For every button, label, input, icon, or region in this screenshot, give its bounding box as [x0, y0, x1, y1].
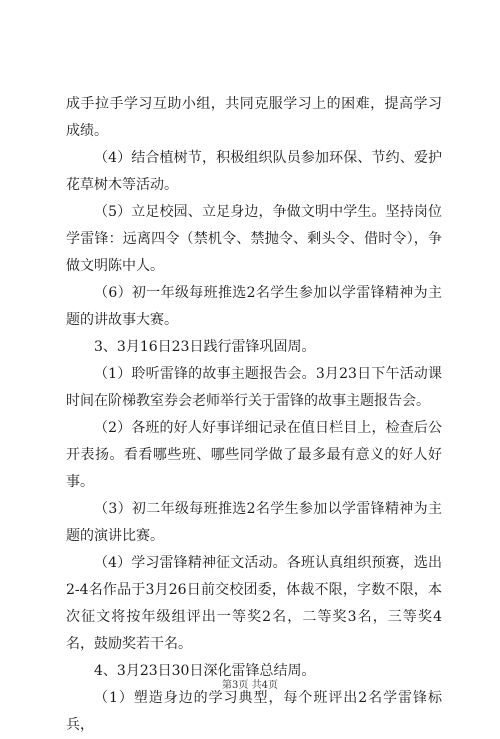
paragraph: （1）塑造身边的学习典型，每个班评出2名学雷锋标兵， [66, 690, 442, 733]
document-body [66, 91, 442, 739]
paragraph: （4）结合植树节，积极组织队员参加环保、节约、爱护花草树木等活动。 [66, 150, 442, 193]
paragraph: 成手拉手学习互助小组，共同克服学习上的困难，提高学习成绩。 [66, 96, 442, 139]
section-heading: 3、3月16日23日践行雷锋巩固周。 [94, 339, 316, 355]
section-heading: 4、3月23日30日深化雷锋总结周。 [94, 663, 316, 679]
paragraph: （4）学习雷锋精神征文活动。各班认真组织预赛，选出2-4名作品于3月26日前交校团委，体裁不限，字数不限，本次征文将按年级组评出一等奖2名，二等奖3名，三等奖4名，鼓励奖若干名。 [66, 555, 442, 652]
paragraph: （6）初一年级每班推选2名学生参加以学雷锋精神为主题的讲故事大赛。 [66, 285, 442, 328]
paragraph: （5）立足校园、立足身边，争做文明中学生。坚持岗位学雷锋：远离四令（禁机令、禁抛令、剩头令、借时令），争做文明陈中人。 [66, 204, 442, 274]
paragraph: （3）初二年级每班推选2名学生参加以学雷锋精神为主题的演讲比赛。 [66, 501, 442, 544]
paragraph: （1）聆听雷锋的故事主题报告会。3月23日下午活动课时间在阶梯教室券会老师举行关于雷锋的故事主题报告会。 [66, 366, 442, 409]
page-number-footer: 第3页 共4页 [222, 680, 278, 691]
paragraph: （2）各班的好人好事详细记录在值日栏目上，检查后公开表扬。看看哪些班、哪些同学做了最多最有意义的好人好事。 [66, 420, 442, 490]
